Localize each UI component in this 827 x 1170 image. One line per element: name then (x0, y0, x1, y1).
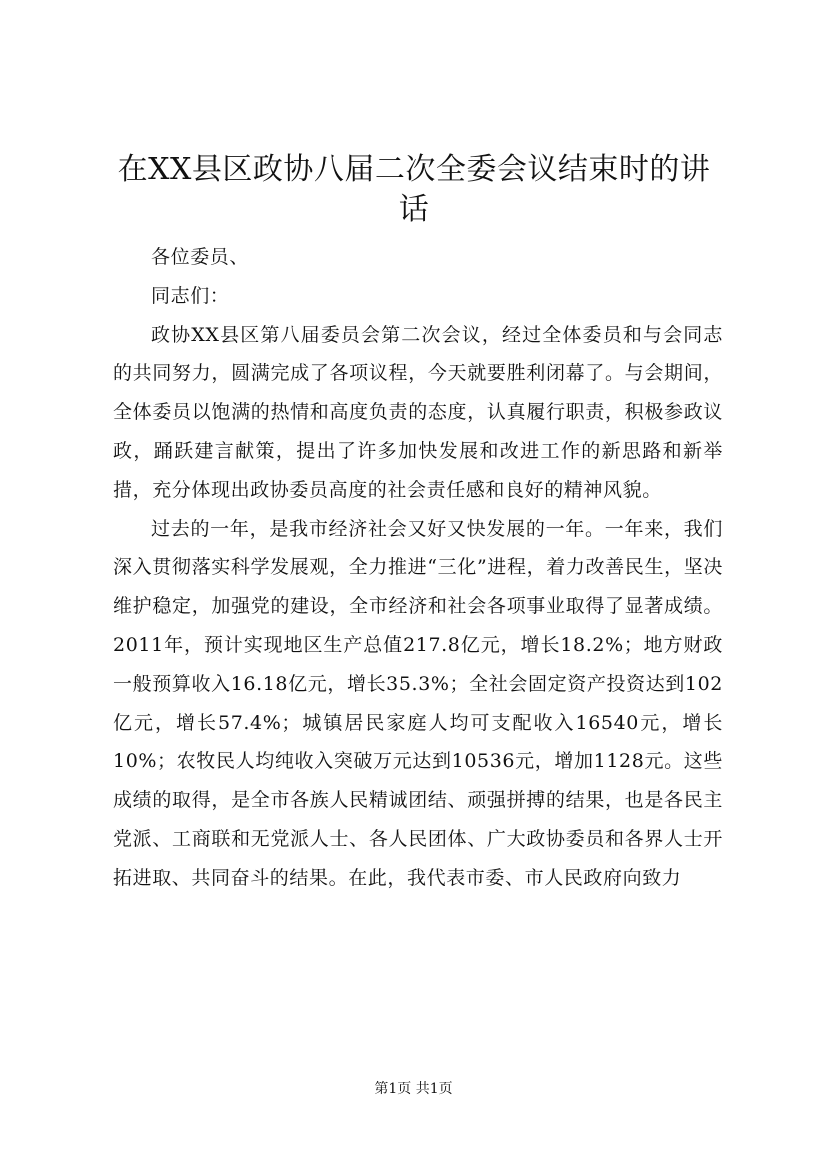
paragraph-closing: 政协XX县区第八届委员会第二次会议，经过全体委员和与会同志的共同努力，圆满完成了各项议程，今天就要胜利闭幕了。与会期间，全体委员以饱满的热情和高度负责的态度，认真履行职责，积极参政议政，踊跃建言献策，提出了许多加快发展和改进工作的新思路和新举措，充分体现出政协委员高度的社会责任感和良好的精神风貌。 (113, 323, 723, 501)
paragraph-achievements: 过去的一年，是我市经济社会又好又快发展的一年。一年来，我们深入贯彻落实科学发展观，全力推进“三化”进程，着力改善民生，坚决维护稳定，加强党的建设，全市经济和社会各项事业取得了显著成绩。2011年，预计实现地区生产总值217.8亿元，增长18.2%；地方财政一般预算收入16.18亿元，增长35.3%；全社会固定资产投资达到102亿元，增长57.4%；城镇居民家庭人均可支配收入16540元，增长10%；农牧民人均纯收入突破万元达到10536元，增加1128元。这些成绩的取得，是全市各族人民精诚团结、顽强拼搏的结果，也是各民主党派、工商联和无党派人士、各人民团体、广大政协委员和各界人士开拓进取、共同奋斗的结果。在此，我代表市委、市人民政府向致力 (113, 517, 723, 889)
salutation-committee: 各位委员、 (151, 246, 250, 268)
document-title: 在XX县区政协八届二次全委会议结束时的讲话 (117, 152, 711, 227)
document-body (113, 238, 723, 898)
page-footer: 第1页 共1页 (374, 1081, 453, 1097)
salutation-comrades: 同志们： (151, 284, 230, 307)
